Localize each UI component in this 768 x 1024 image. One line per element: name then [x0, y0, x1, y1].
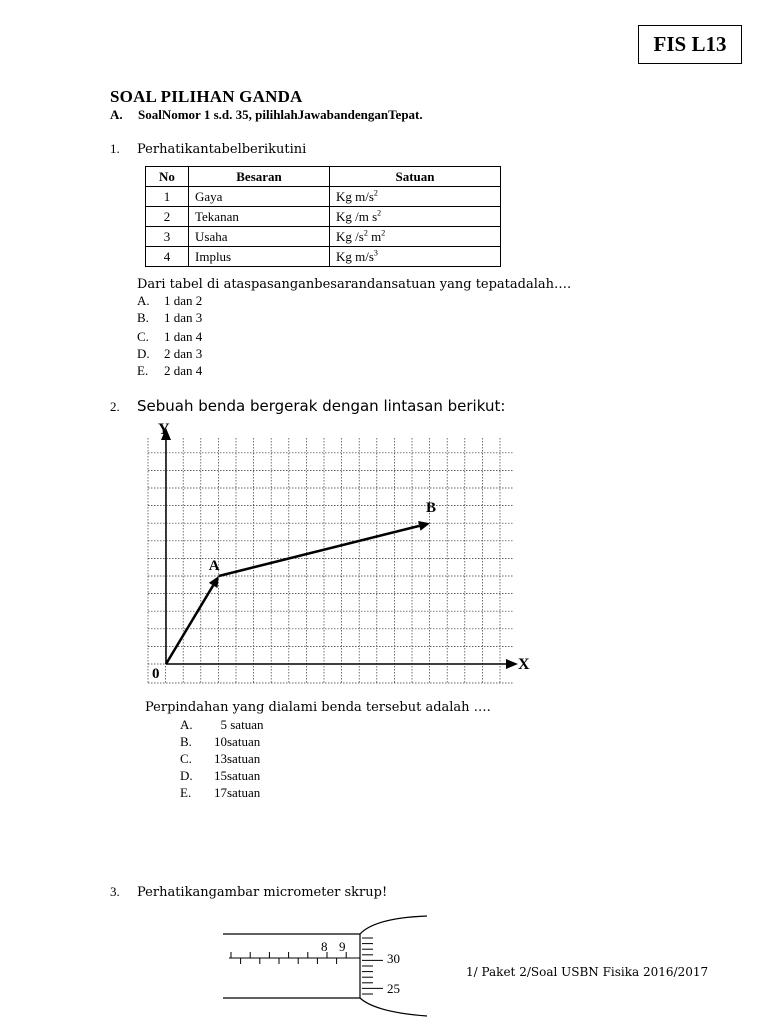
table-cell-unit: Kg $/s^2$ $m^2$ — [330, 227, 501, 247]
question-number: 1. — [110, 141, 120, 156]
option-c[interactable]: C. 13satuan — [180, 751, 261, 766]
question-2-options — [180, 716, 263, 801]
option-b[interactable]: B. 1 dan 3 — [137, 310, 203, 325]
table-header-cell: No — [146, 167, 189, 187]
question-number: 3. — [110, 884, 120, 899]
section-instruction — [110, 107, 423, 123]
instruction-letter: A. — [110, 107, 123, 122]
x-axis-label: X — [518, 656, 530, 673]
option-a[interactable]: A. 5 satuan — [180, 717, 264, 732]
graph-grid — [148, 438, 514, 683]
units-table — [145, 166, 501, 267]
question-number: 2. — [110, 399, 120, 414]
table-cell-unit: Kg $m/s^2$ — [330, 187, 501, 207]
table-row — [146, 247, 501, 267]
table-cell-quantity: Implus — [189, 247, 330, 267]
thimble-scale — [362, 938, 383, 994]
y-axis-label: Y — [158, 421, 170, 438]
point-b-label: B — [426, 500, 437, 517]
table-cell-no: 3 — [146, 227, 189, 247]
question-text: Perhatikangambar micrometer skrup! — [137, 885, 388, 900]
vector-ab-head — [418, 521, 430, 531]
table-cell-quantity: Tekanan — [189, 207, 330, 227]
instruction-text: SoalNomor 1 s.d. 35, pilihlahJawabandenganTepat. — [138, 107, 423, 122]
option-a[interactable]: A. 1 dan 2 — [137, 293, 203, 308]
option-b[interactable]: B. 10satuan — [180, 734, 261, 749]
origin-label: 0 — [152, 666, 160, 682]
question-2-prompt — [110, 397, 505, 415]
table-cell-quantity: Usaha — [189, 227, 330, 247]
main-scale-label: 9 — [339, 939, 346, 954]
thimble-scale-label: 30 — [387, 951, 400, 966]
question-text: Perhatikantabelberikutini — [137, 142, 307, 157]
table-row — [146, 227, 501, 247]
table-cell-unit: Kg /m $s^2$ — [330, 207, 501, 227]
table-cell-no: 4 — [146, 247, 189, 267]
option-d[interactable]: D. 15satuan — [180, 768, 261, 783]
displacement-graph — [130, 418, 540, 690]
micrometer-figure — [215, 912, 455, 1024]
thimble-top-edge — [360, 916, 427, 934]
table-row — [146, 207, 501, 227]
table-cell-quantity: Gaya — [189, 187, 330, 207]
vector-oa — [166, 585, 213, 664]
question-2-text: Perpindahan yang dialami benda tersebut adalah …. — [145, 700, 491, 715]
question-text: Sebuah benda bergerak dengan lintasan berikut: — [137, 397, 506, 415]
vector-ab — [219, 526, 420, 576]
main-scale-label: 8 — [321, 939, 328, 954]
table-cell-unit: Kg $m/s^3$ — [330, 247, 501, 267]
x-axis-arrow — [506, 659, 518, 669]
option-e[interactable]: E. 2 dan 4 — [137, 363, 203, 378]
page-footer: 1/ Paket 2/Soal USBN Fisika 2016/2017 — [466, 965, 709, 979]
exam-code: FIS L13 — [653, 32, 727, 56]
thimble-bottom-edge — [360, 998, 427, 1016]
option-e[interactable]: E. 17satuan — [180, 785, 261, 800]
table-cell-no: 1 — [146, 187, 189, 207]
table-cell-no: 2 — [146, 207, 189, 227]
question-1-options — [137, 292, 202, 379]
question-3-prompt — [110, 884, 387, 900]
table-header-cell: Satuan — [330, 167, 501, 187]
option-c[interactable]: C. 1 dan 4 — [137, 329, 203, 344]
option-d[interactable]: D. 2 dan 3 — [137, 346, 203, 361]
table-header-row — [146, 167, 501, 187]
table-header-cell: Besaran — [189, 167, 330, 187]
section-title: SOAL PILIHAN GANDA — [110, 87, 303, 106]
question-1-text: Dari tabel di ataspasanganbesarandansatuan yang tepatadalah…. — [137, 277, 572, 292]
thimble-scale-label: 25 — [387, 981, 400, 996]
point-a-label: A — [208, 558, 220, 574]
table-row — [146, 187, 501, 207]
question-1-prompt — [110, 141, 306, 157]
exam-code-box — [638, 25, 742, 64]
